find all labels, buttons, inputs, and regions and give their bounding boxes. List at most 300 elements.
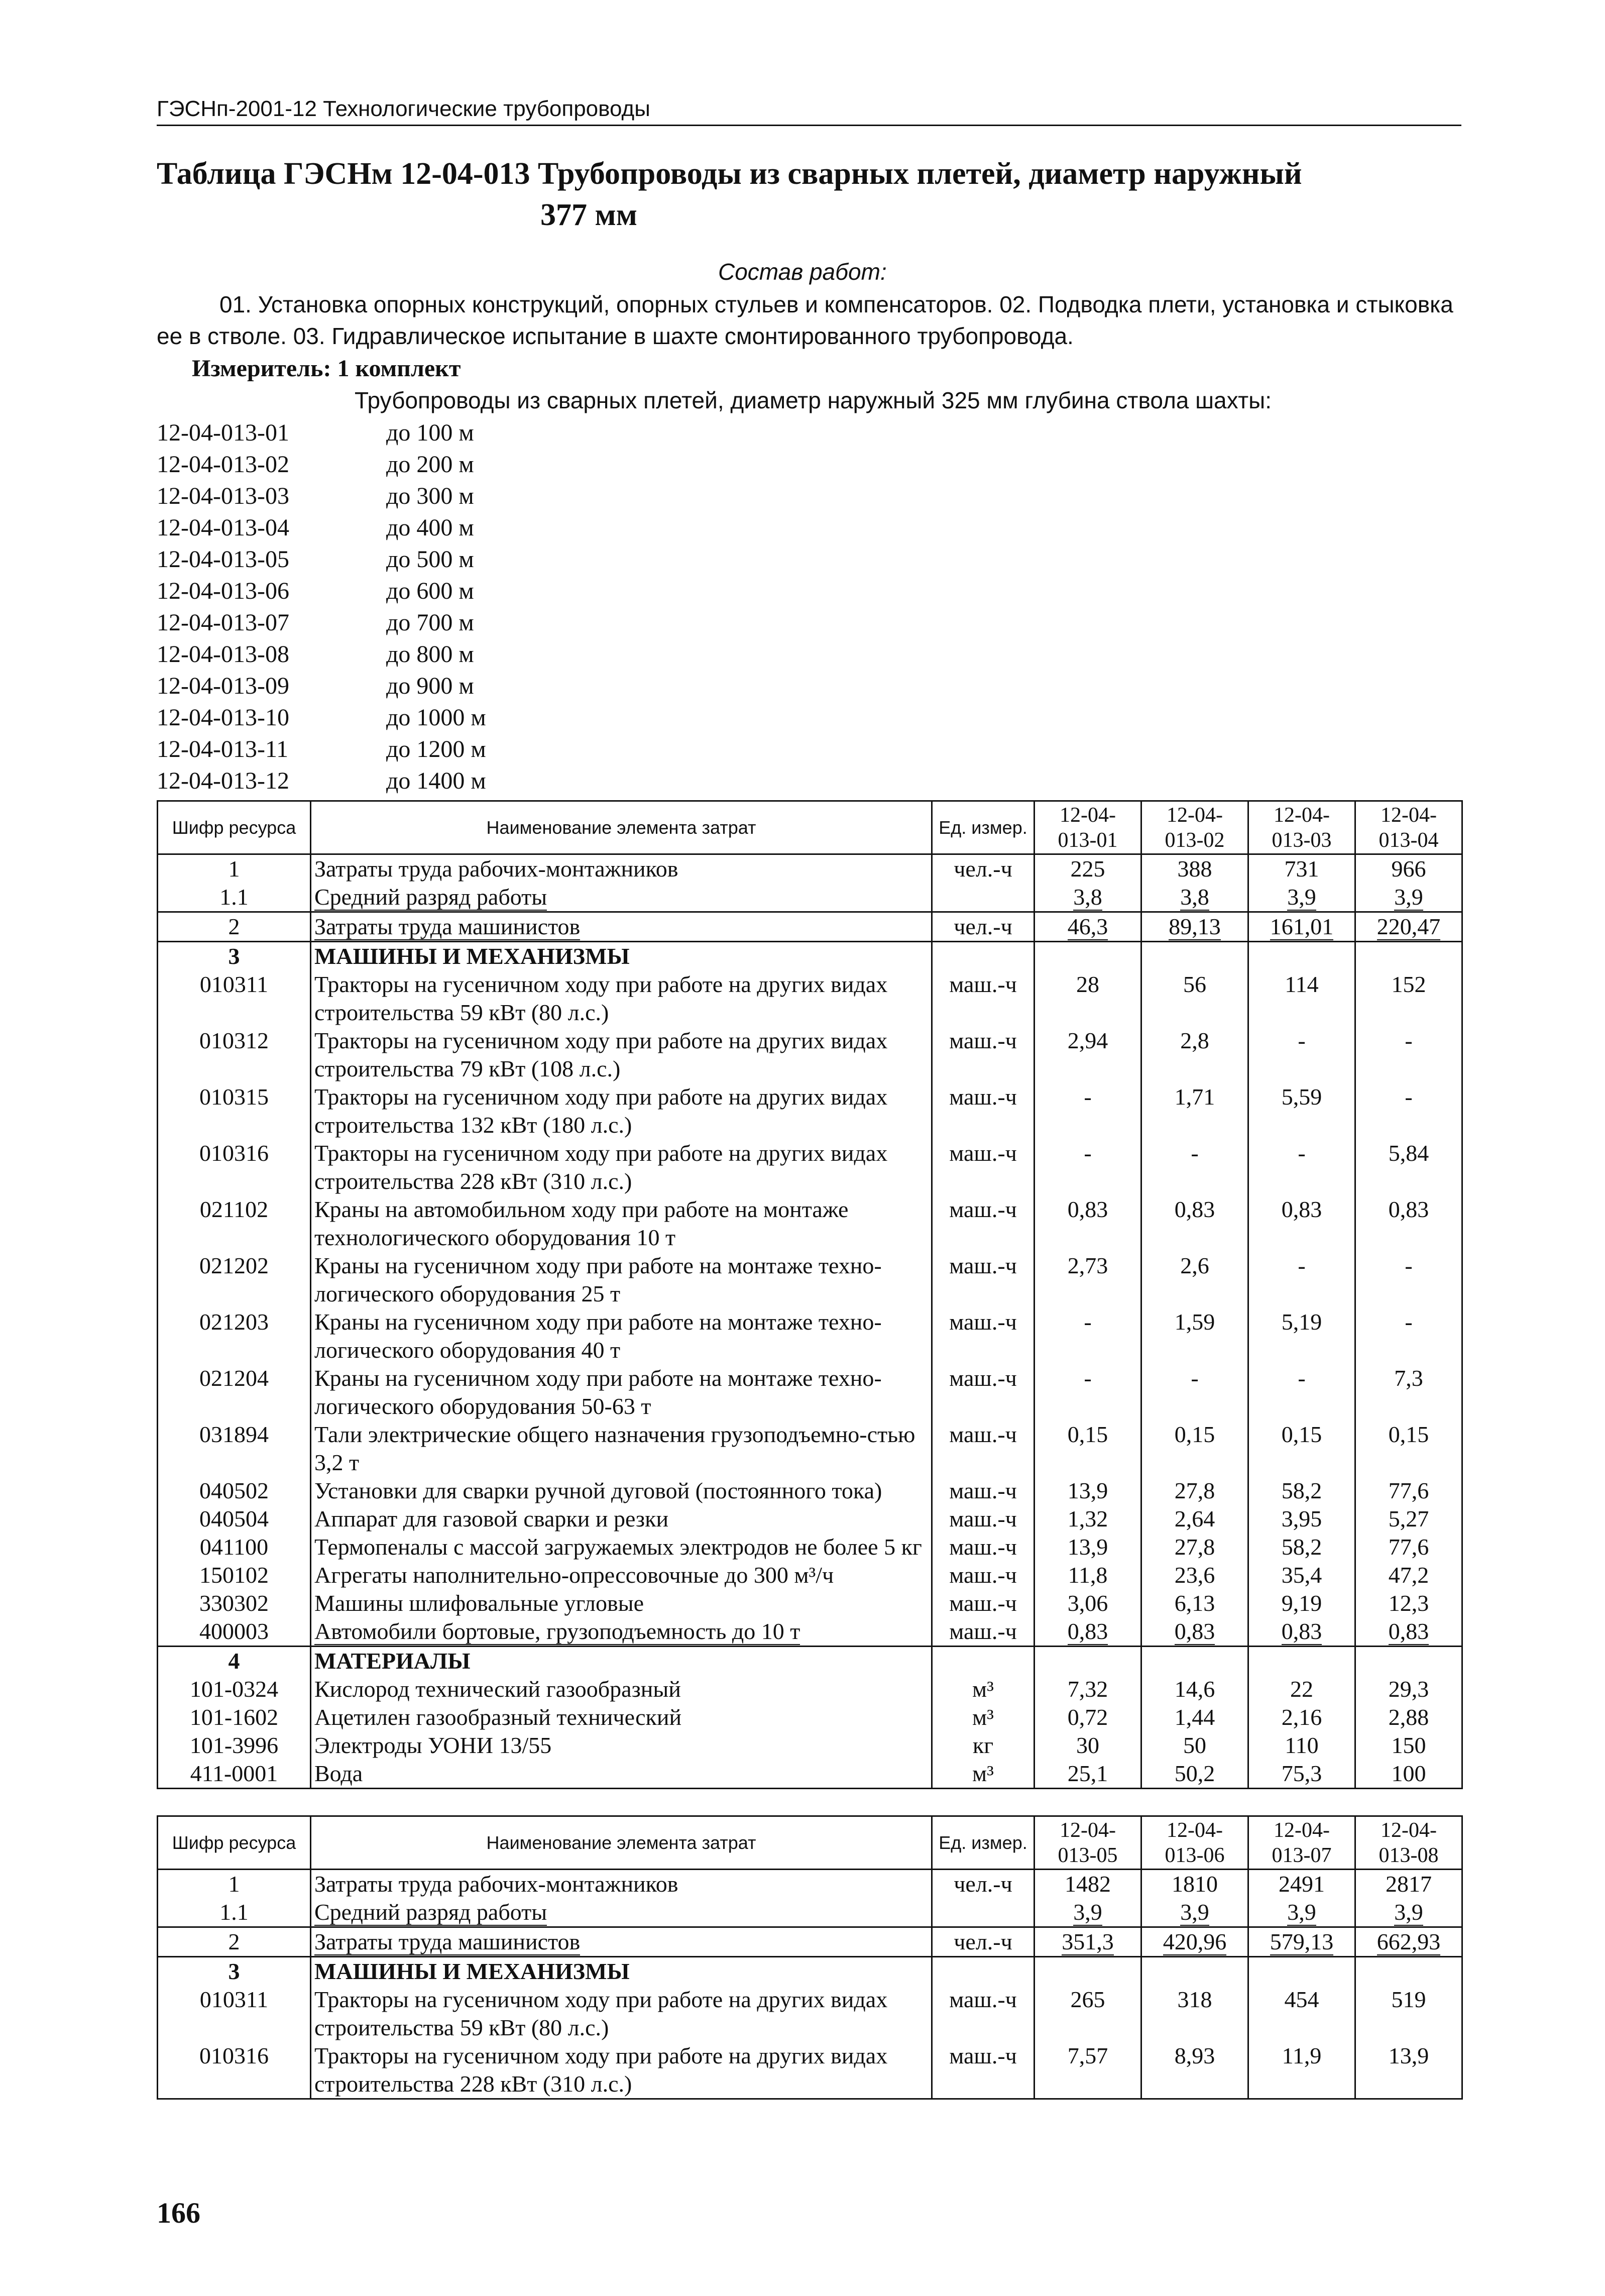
resource-unit: чел.-ч	[932, 1870, 1035, 1899]
resource-value: -	[1355, 1027, 1462, 1083]
resource-value: -	[1141, 1139, 1248, 1195]
resource-name: Средний разряд работы	[311, 1898, 932, 1927]
resource-value: 3,8	[1035, 883, 1141, 912]
resource-value: 3,9	[1355, 883, 1462, 912]
resource-value: -	[1248, 1252, 1355, 1308]
code-depth: до 100 м	[386, 419, 474, 446]
table-title	[157, 153, 1461, 236]
resource-value: 1,32	[1035, 1505, 1141, 1533]
resource-name: Тракторы на гусеничном ходу при работе на других видах строительства 228 кВт (310 л.с.)	[311, 1139, 932, 1195]
resource-code: 400003	[158, 1617, 311, 1647]
code-id: 12-04-013-08	[157, 641, 289, 668]
resource-value	[1141, 1647, 1248, 1676]
resource-value: 3,8	[1141, 883, 1248, 912]
resource-value: 519	[1355, 1986, 1462, 2042]
resource-code: 021202	[158, 1252, 311, 1308]
code-id: 12-04-013-02	[157, 451, 289, 478]
resource-value	[1355, 942, 1462, 971]
header-col: 12-04- 013-02	[1141, 801, 1248, 854]
resource-value: 3,95	[1248, 1505, 1355, 1533]
resource-unit	[932, 1898, 1035, 1927]
resource-value: 3,9	[1248, 1898, 1355, 1927]
resource-unit: маш.-ч	[932, 1561, 1035, 1589]
resource-name: Затраты труда рабочих-монтажников	[311, 1870, 932, 1899]
code-id: 12-04-013-04	[157, 514, 289, 541]
table-row	[158, 1703, 1462, 1731]
resource-value	[1355, 1957, 1462, 1986]
resource-unit: маш.-ч	[932, 1364, 1035, 1420]
table-row	[158, 970, 1462, 1027]
header-name: Наименование элемента затрат	[311, 1816, 932, 1870]
table-row	[158, 1760, 1462, 1789]
resource-code: 021102	[158, 1195, 311, 1252]
table-row	[158, 1617, 1462, 1647]
resource-name: Затраты труда машинистов	[311, 1927, 932, 1957]
table-row	[158, 883, 1462, 912]
resource-value: 1,59	[1141, 1308, 1248, 1364]
resource-unit: м³	[932, 1703, 1035, 1731]
resource-code: 101-0324	[158, 1675, 311, 1703]
resource-value	[1035, 1647, 1141, 1676]
resource-value: 58,2	[1248, 1477, 1355, 1505]
resource-unit: чел.-ч	[932, 912, 1035, 942]
resource-value: 1810	[1141, 1870, 1248, 1899]
resource-value	[1035, 1957, 1141, 1986]
resource-value: 3,9	[1355, 1898, 1462, 1927]
table-row	[158, 1957, 1462, 1986]
resource-code: 040504	[158, 1505, 311, 1533]
resource-value: 2,88	[1355, 1703, 1462, 1731]
resource-code: 031894	[158, 1420, 311, 1477]
resource-table-2	[157, 1815, 1463, 2100]
code-list-item	[157, 417, 486, 449]
resource-unit: маш.-ч	[932, 1308, 1035, 1364]
table-row	[158, 1561, 1462, 1589]
table-row	[158, 1927, 1462, 1957]
resource-value: 220,47	[1355, 912, 1462, 942]
table-row	[158, 1647, 1462, 1676]
codes-intro: Трубопроводы из сварных плетей, диаметр наружный 325 мм глубина ствола шахты:	[355, 387, 1272, 413]
table-row	[158, 1675, 1462, 1703]
resource-code: 1.1	[158, 1898, 311, 1927]
resource-value: 3,9	[1248, 883, 1355, 912]
resource-code: 041100	[158, 1533, 311, 1561]
resource-value: 1,44	[1141, 1703, 1248, 1731]
code-list	[157, 417, 486, 797]
resource-value: 75,3	[1248, 1760, 1355, 1789]
resource-table-1	[157, 800, 1463, 1789]
resource-value: 13,9	[1355, 2042, 1462, 2099]
resource-code: 2	[158, 912, 311, 942]
resource-code: 010311	[158, 1986, 311, 2042]
resource-value: 14,6	[1141, 1675, 1248, 1703]
resource-name: Вода	[311, 1760, 932, 1789]
header-col: 12-04- 013-07	[1248, 1816, 1355, 1870]
resource-value: -	[1248, 1364, 1355, 1420]
resource-unit	[932, 1957, 1035, 1986]
resource-value: 2,73	[1035, 1252, 1141, 1308]
code-list-item	[157, 670, 486, 702]
resource-value	[1355, 1647, 1462, 1676]
resource-value: 100	[1355, 1760, 1462, 1789]
resource-unit: маш.-ч	[932, 1589, 1035, 1617]
resource-value: 0,15	[1035, 1420, 1141, 1477]
resource-unit: маш.-ч	[932, 1617, 1035, 1647]
resource-unit: маш.-ч	[932, 1477, 1035, 1505]
resource-value: 5,27	[1355, 1505, 1462, 1533]
resource-code: 3	[158, 942, 311, 971]
code-depth: до 1000 м	[386, 704, 486, 731]
resource-value: 6,13	[1141, 1589, 1248, 1617]
code-depth: до 400 м	[386, 514, 474, 541]
table-row	[158, 1589, 1462, 1617]
resource-value: 265	[1035, 1986, 1141, 2042]
resource-value: 0,83	[1355, 1195, 1462, 1252]
resource-value	[1141, 1957, 1248, 1986]
resource-code: 3	[158, 1957, 311, 1986]
resource-value: 5,59	[1248, 1083, 1355, 1139]
code-id: 12-04-013-10	[157, 704, 289, 731]
resource-name: Электроды УОНИ 13/55	[311, 1731, 932, 1760]
table-row	[158, 1083, 1462, 1139]
resource-value: 0,15	[1141, 1420, 1248, 1477]
table-row	[158, 942, 1462, 971]
table-row	[158, 1420, 1462, 1477]
resource-value: 2,6	[1141, 1252, 1248, 1308]
code-id: 12-04-013-09	[157, 673, 289, 699]
resource-value	[1141, 942, 1248, 971]
resource-name: Тали электрические общего назначения грузоподъемно-стью 3,2 т	[311, 1420, 932, 1477]
resource-unit	[932, 883, 1035, 912]
table-row	[158, 912, 1462, 942]
code-id: 12-04-013-03	[157, 483, 289, 509]
code-depth: до 500 м	[386, 546, 474, 573]
table-row	[158, 854, 1462, 884]
table-row	[158, 1505, 1462, 1533]
resource-value: 2491	[1248, 1870, 1355, 1899]
resource-code: 010315	[158, 1083, 311, 1139]
header-code: Шифр ресурса	[158, 1816, 311, 1870]
resource-name: Тракторы на гусеничном ходу при работе на других видах строительства 79 кВт (108 л.с.)	[311, 1027, 932, 1083]
header-col: 12-04- 013-01	[1035, 801, 1141, 854]
code-id: 12-04-013-12	[157, 768, 289, 794]
resource-name: Установки для сварки ручной дуговой (постоянного тока)	[311, 1477, 932, 1505]
resource-value: 150	[1355, 1731, 1462, 1760]
resource-name: Краны на автомобильном ходу при работе на монтаже технологического оборудования 10 т	[311, 1195, 932, 1252]
resource-value: -	[1141, 1364, 1248, 1420]
resource-code: 021204	[158, 1364, 311, 1420]
resource-value: -	[1355, 1308, 1462, 1364]
resource-code: 4	[158, 1647, 311, 1676]
work-composition-label: Состав работ:	[718, 259, 887, 285]
resource-value: -	[1248, 1027, 1355, 1083]
resource-value: 5,84	[1355, 1139, 1462, 1195]
header-unit: Ед. измер.	[932, 801, 1035, 854]
resource-code: 1	[158, 854, 311, 884]
resource-value: 0,83	[1035, 1617, 1141, 1647]
resource-unit: маш.-ч	[932, 1986, 1035, 2042]
code-id: 12-04-013-11	[157, 736, 289, 762]
resource-value: 110	[1248, 1731, 1355, 1760]
resource-value: 152	[1355, 970, 1462, 1027]
code-id: 12-04-013-06	[157, 578, 289, 604]
page-number: 166	[157, 2197, 200, 2229]
resource-code: 010316	[158, 2042, 311, 2099]
resource-unit	[932, 942, 1035, 971]
resource-value: 50	[1141, 1731, 1248, 1760]
resource-value: 1,71	[1141, 1083, 1248, 1139]
code-depth: до 900 м	[386, 673, 474, 699]
resource-value: 662,93	[1355, 1927, 1462, 1957]
code-list-item	[157, 638, 486, 670]
resource-unit: маш.-ч	[932, 1195, 1035, 1252]
resource-unit: чел.-ч	[932, 854, 1035, 884]
resource-value: 0,15	[1248, 1420, 1355, 1477]
code-depth: до 1200 м	[386, 736, 486, 762]
resource-name: Автомобили бортовые, грузоподъемность до 10 т	[311, 1617, 932, 1647]
resource-code: 1.1	[158, 883, 311, 912]
title-line-2: 377 мм	[540, 198, 637, 232]
resource-name: Тракторы на гусеничном ходу при работе на других видах строительства 228 кВт (310 л.с.)	[311, 2042, 932, 2099]
resource-unit: маш.-ч	[932, 1420, 1035, 1477]
resource-name: Средний разряд работы	[311, 883, 932, 912]
resource-value: 2,16	[1248, 1703, 1355, 1731]
code-id: 12-04-013-07	[157, 609, 289, 636]
resource-value: 9,19	[1248, 1589, 1355, 1617]
work-composition-text: 01. Установка опорных конструкций, опорных стульев и компенсаторов. 02. Подводка плети, установка и стыковка ее в стволе. 03. Гидравлическое испытание в шахте смонтированного трубопровода.	[157, 291, 1453, 349]
resource-value: 77,6	[1355, 1477, 1462, 1505]
resource-value: 351,3	[1035, 1927, 1141, 1957]
resource-code: 101-3996	[158, 1731, 311, 1760]
resource-code: 411-0001	[158, 1760, 311, 1789]
resource-unit: маш.-ч	[932, 1139, 1035, 1195]
resource-value: 29,3	[1355, 1675, 1462, 1703]
table-row	[158, 1477, 1462, 1505]
resource-name: Краны на гусеничном ходу при работе на монтаже техно-логического оборудования 25 т	[311, 1252, 932, 1308]
resource-value: 8,93	[1141, 2042, 1248, 2099]
resource-value: 25,1	[1035, 1760, 1141, 1789]
table-row	[158, 1139, 1462, 1195]
header-col: 12-04- 013-08	[1355, 1816, 1462, 1870]
title-line-1: Таблица ГЭСНм 12-04-013 Трубопроводы из сварных плетей, диаметр наружный	[157, 157, 1302, 191]
resource-value: 966	[1355, 854, 1462, 884]
resource-value: 89,13	[1141, 912, 1248, 942]
resource-unit: маш.-ч	[932, 1083, 1035, 1139]
table-row	[158, 1986, 1462, 2042]
code-list-item	[157, 607, 486, 638]
resource-code: 2	[158, 1927, 311, 1957]
resource-value: 22	[1248, 1675, 1355, 1703]
table-row	[158, 1364, 1462, 1420]
resource-value: 0,83	[1035, 1195, 1141, 1252]
resource-name: Агрегаты наполнительно-опрессовочные до 300 м³/ч	[311, 1561, 932, 1589]
resource-unit	[932, 1647, 1035, 1676]
resource-value: 579,13	[1248, 1927, 1355, 1957]
resource-value: 2817	[1355, 1870, 1462, 1899]
resource-unit: маш.-ч	[932, 1533, 1035, 1561]
header-name: Наименование элемента затрат	[311, 801, 932, 854]
resource-value: 2,8	[1141, 1027, 1248, 1083]
resource-name: Машины шлифовальные угловые	[311, 1589, 932, 1617]
code-depth: до 200 м	[386, 451, 474, 478]
resource-unit: маш.-ч	[932, 970, 1035, 1027]
resource-unit: маш.-ч	[932, 1505, 1035, 1533]
resource-value	[1248, 1647, 1355, 1676]
resource-name: Тракторы на гусеничном ходу при работе на других видах строительства 59 кВт (80 л.с.)	[311, 1986, 932, 2042]
code-list-item	[157, 733, 486, 765]
table-row	[158, 1898, 1462, 1927]
table-row	[158, 1027, 1462, 1083]
resource-value	[1248, 1957, 1355, 1986]
resource-value: -	[1248, 1139, 1355, 1195]
resource-value: -	[1355, 1083, 1462, 1139]
resource-name: Краны на гусеничном ходу при работе на монтаже техно-логического оборудования 40 т	[311, 1308, 932, 1364]
table-row	[158, 1533, 1462, 1561]
resource-value: 0,83	[1248, 1617, 1355, 1647]
code-id: 12-04-013-05	[157, 546, 289, 573]
resource-value: 454	[1248, 1986, 1355, 2042]
code-list-item	[157, 512, 486, 543]
resource-code: 1	[158, 1870, 311, 1899]
resource-value	[1248, 942, 1355, 971]
resource-value: 0,83	[1248, 1195, 1355, 1252]
resource-unit: чел.-ч	[932, 1927, 1035, 1957]
code-list-item	[157, 480, 486, 512]
resource-value: 11,8	[1035, 1561, 1141, 1589]
resource-value: 47,2	[1355, 1561, 1462, 1589]
resource-value: 13,9	[1035, 1533, 1141, 1561]
resource-value: 2,94	[1035, 1027, 1141, 1083]
resource-value: 7,32	[1035, 1675, 1141, 1703]
table-row	[158, 2042, 1462, 2099]
resource-value: 23,6	[1141, 1561, 1248, 1589]
resource-unit: кг	[932, 1731, 1035, 1760]
resource-value: 56	[1141, 970, 1248, 1027]
resource-value: 3,9	[1035, 1898, 1141, 1927]
code-depth: до 700 м	[386, 609, 474, 636]
resource-value: 0,83	[1141, 1195, 1248, 1252]
resource-name: Краны на гусеничном ходу при работе на монтаже техно-логического оборудования 50-63 т	[311, 1364, 932, 1420]
resource-unit: м³	[932, 1760, 1035, 1789]
resource-code: 010311	[158, 970, 311, 1027]
resource-value: 0,83	[1355, 1617, 1462, 1647]
resource-value: 0,15	[1355, 1420, 1462, 1477]
resource-value: 13,9	[1035, 1477, 1141, 1505]
resource-value: 46,3	[1035, 912, 1141, 942]
code-depth: до 300 м	[386, 483, 474, 509]
resource-value: 27,8	[1141, 1533, 1248, 1561]
resource-name: Аппарат для газовой сварки и резки	[311, 1505, 932, 1533]
resource-name: Ацетилен газообразный технический	[311, 1703, 932, 1731]
table-row	[158, 1870, 1462, 1899]
resource-value: 388	[1141, 854, 1248, 884]
resource-value: 7,57	[1035, 2042, 1141, 2099]
resource-value: 225	[1035, 854, 1141, 884]
resource-value: 5,19	[1248, 1308, 1355, 1364]
resource-value: 11,9	[1248, 2042, 1355, 2099]
resource-value: 50,2	[1141, 1760, 1248, 1789]
resource-name: Затраты труда машинистов	[311, 912, 932, 942]
code-list-item	[157, 449, 486, 480]
resource-value: 35,4	[1248, 1561, 1355, 1589]
code-depth: до 800 м	[386, 641, 474, 668]
resource-value: 318	[1141, 1986, 1248, 2042]
table-row	[158, 1195, 1462, 1252]
resource-value: 77,6	[1355, 1533, 1462, 1561]
code-depth: до 600 м	[386, 578, 474, 604]
resource-name: Тракторы на гусеничном ходу при работе на других видах строительства 59 кВт (80 л.с.)	[311, 970, 932, 1027]
resource-name: МАШИНЫ И МЕХАНИЗМЫ	[311, 1957, 932, 1986]
resource-code: 040502	[158, 1477, 311, 1505]
resource-unit: маш.-ч	[932, 1027, 1035, 1083]
code-list-item	[157, 575, 486, 607]
resource-value: 0,72	[1035, 1703, 1141, 1731]
resource-value: 28	[1035, 970, 1141, 1027]
resource-code: 010316	[158, 1139, 311, 1195]
measure-unit: Измеритель: 1 комплект	[192, 355, 461, 382]
header-col: 12-04- 013-03	[1248, 801, 1355, 854]
code-list-item	[157, 702, 486, 733]
resource-value: 0,83	[1141, 1617, 1248, 1647]
resource-value: 58,2	[1248, 1533, 1355, 1561]
resource-unit: м³	[932, 1675, 1035, 1703]
resource-code: 330302	[158, 1589, 311, 1617]
resource-value: 30	[1035, 1731, 1141, 1760]
resource-value: 731	[1248, 854, 1355, 884]
header-col: 12-04- 013-04	[1355, 801, 1462, 854]
code-depth: до 1400 м	[386, 768, 486, 794]
resource-name: Затраты труда рабочих-монтажников	[311, 854, 932, 884]
resource-name: Кислород технический газообразный	[311, 1675, 932, 1703]
resource-unit: маш.-ч	[932, 1252, 1035, 1308]
resource-code: 101-1602	[158, 1703, 311, 1731]
resource-value: 420,96	[1141, 1927, 1248, 1957]
resource-code: 021203	[158, 1308, 311, 1364]
resource-value: 161,01	[1248, 912, 1355, 942]
resource-value: 7,3	[1355, 1364, 1462, 1420]
running-header: ГЭСНп-2001-12 Технологические трубопроводы	[157, 96, 1461, 126]
table-row	[158, 1308, 1462, 1364]
code-id: 12-04-013-01	[157, 419, 289, 446]
table-row	[158, 1731, 1462, 1760]
resource-value: 3,9	[1141, 1898, 1248, 1927]
resource-name: Тракторы на гусеничном ходу при работе на других видах строительства 132 кВт (180 л.с.)	[311, 1083, 932, 1139]
resource-value: -	[1035, 1308, 1141, 1364]
resource-code: 150102	[158, 1561, 311, 1589]
resource-code: 010312	[158, 1027, 311, 1083]
resource-value: -	[1035, 1364, 1141, 1420]
resource-name: МАТЕРИАЛЫ	[311, 1647, 932, 1676]
resource-value: 114	[1248, 970, 1355, 1027]
header-col: 12-04- 013-06	[1141, 1816, 1248, 1870]
resource-value: -	[1035, 1083, 1141, 1139]
resource-value: 3,06	[1035, 1589, 1141, 1617]
code-list-item	[157, 543, 486, 575]
resource-value: -	[1035, 1139, 1141, 1195]
resource-value: 2,64	[1141, 1505, 1248, 1533]
header-code: Шифр ресурса	[158, 801, 311, 854]
table-row	[158, 1252, 1462, 1308]
resource-value: 1482	[1035, 1870, 1141, 1899]
header-unit: Ед. измер.	[932, 1816, 1035, 1870]
resource-value	[1035, 942, 1141, 971]
resource-name: МАШИНЫ И МЕХАНИЗМЫ	[311, 942, 932, 971]
resource-value: 27,8	[1141, 1477, 1248, 1505]
resource-name: Термопеналы с массой загружаемых электродов не более 5 кг	[311, 1533, 932, 1561]
resource-value: -	[1355, 1252, 1462, 1308]
resource-value: 12,3	[1355, 1589, 1462, 1617]
resource-unit: маш.-ч	[932, 2042, 1035, 2099]
